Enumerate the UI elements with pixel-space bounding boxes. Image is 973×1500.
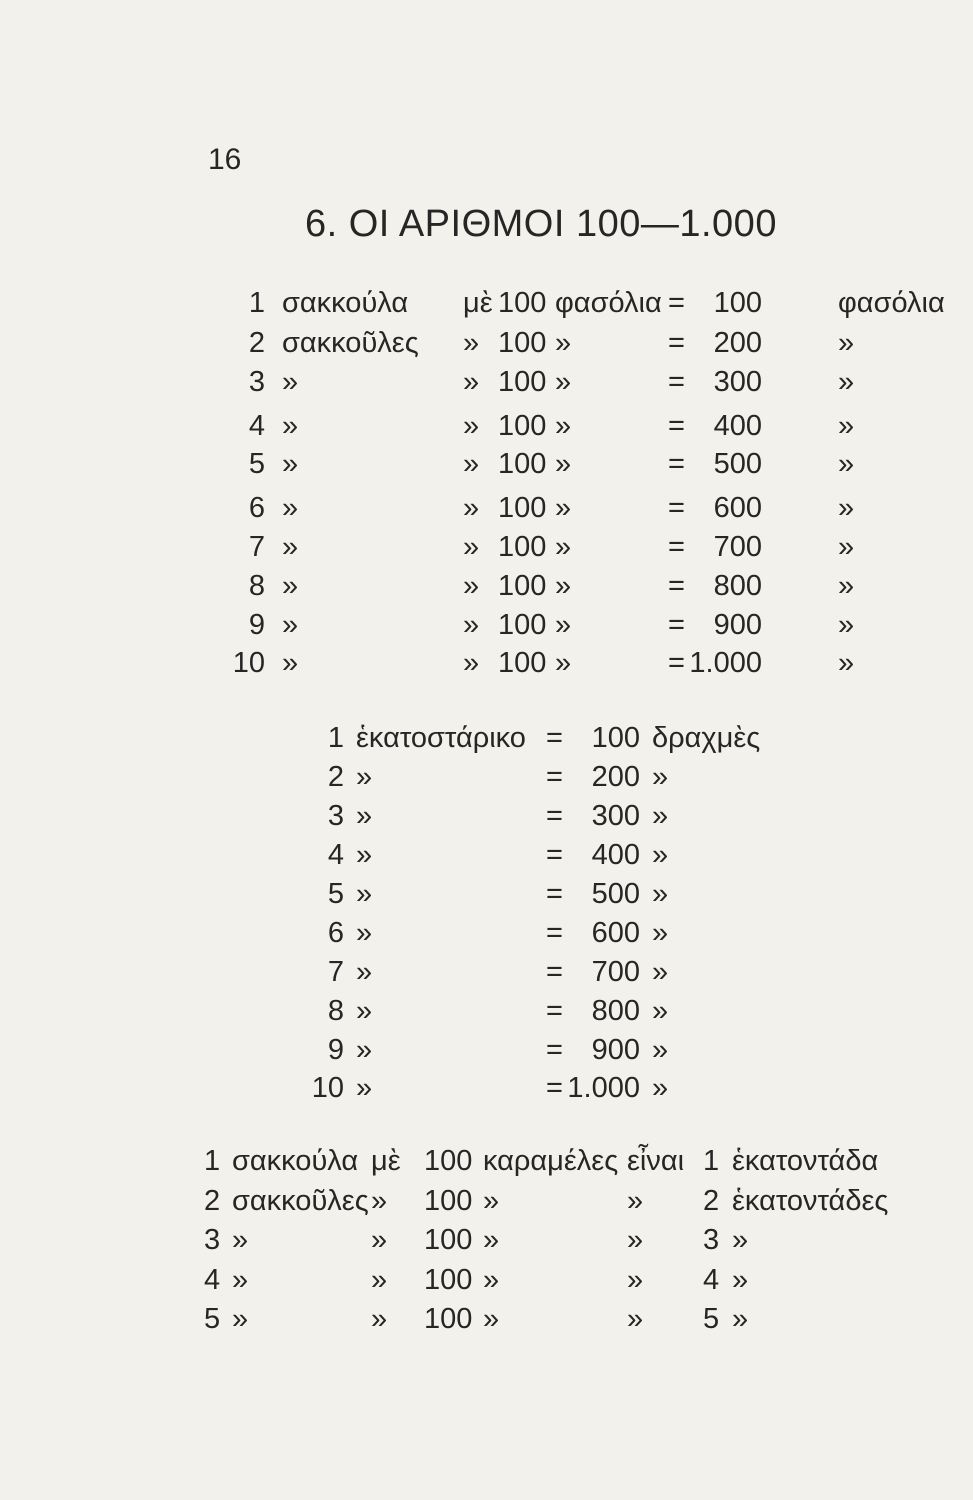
table-row (0, 528, 973, 566)
page-number: 16 (208, 143, 242, 176)
row-number: 4 (327, 839, 344, 871)
row-total: 600 (591, 917, 640, 949)
row-unit: » (555, 366, 572, 398)
row-item: » (356, 800, 373, 832)
row-item: » (356, 917, 373, 949)
row-count: 2 (703, 1185, 720, 1217)
row-unit: » (555, 410, 572, 442)
row-unit: » (555, 647, 572, 679)
row-total-unit: » (838, 609, 855, 641)
row-total: 200 (713, 327, 762, 359)
row-total: 100 (591, 722, 640, 754)
row-unit: » (555, 570, 572, 602)
row-number: 1 (248, 287, 265, 319)
row-number: 9 (248, 609, 265, 641)
row-total: 300 (591, 800, 640, 832)
row-unit: » (652, 956, 669, 988)
row-is: » (627, 1224, 644, 1256)
row-quantity: 100 (498, 570, 547, 602)
row-item: » (356, 1072, 373, 1104)
row-total: 300 (713, 366, 762, 398)
row-number: 5 (204, 1303, 221, 1335)
table-row (0, 489, 973, 527)
row-equals: = (546, 878, 563, 910)
table-row (0, 914, 973, 952)
row-unit: » (652, 1034, 669, 1066)
row-number: 9 (327, 1034, 344, 1066)
row-number: 6 (327, 917, 344, 949)
row-item: σακκοῦλες (282, 327, 419, 359)
table-row (0, 445, 973, 483)
row-with: » (371, 1303, 388, 1335)
row-item: ἑκατοστάρικο (356, 722, 526, 754)
row-unit: » (652, 761, 669, 793)
row-quantity: 100 (498, 287, 547, 319)
row-number: 4 (248, 410, 265, 442)
row-total: 1.000 (567, 1072, 640, 1104)
row-number: 10 (232, 647, 265, 679)
row-unit: » (555, 609, 572, 641)
row-unit: καραμέλες (483, 1145, 619, 1177)
row-total: 800 (713, 570, 762, 602)
row-with: » (463, 609, 480, 641)
row-total: 100 (713, 287, 762, 319)
row-number: 3 (204, 1224, 221, 1256)
row-quantity: 100 (424, 1303, 473, 1335)
row-number: 5 (327, 878, 344, 910)
row-item: » (356, 761, 373, 793)
row-equals: = (668, 492, 685, 524)
row-total: 900 (591, 1034, 640, 1066)
row-number: 1 (327, 722, 344, 754)
table-row (0, 953, 973, 991)
row-result: ἑκατοντάδες (732, 1185, 889, 1217)
row-number: 5 (248, 448, 265, 480)
row-unit: » (555, 448, 572, 480)
row-total: 1.000 (689, 647, 762, 679)
row-with: » (463, 410, 480, 442)
row-total: 600 (713, 492, 762, 524)
row-item: σακκούλα (282, 287, 409, 319)
row-with: » (371, 1185, 388, 1217)
table-row (0, 875, 973, 913)
row-number: 3 (327, 800, 344, 832)
row-total: 500 (713, 448, 762, 480)
row-unit: » (483, 1185, 500, 1217)
row-with: » (463, 492, 480, 524)
row-unit: » (652, 1072, 669, 1104)
row-quantity: 100 (498, 327, 547, 359)
table-row (0, 797, 973, 835)
row-equals: = (668, 647, 685, 679)
row-is: » (627, 1303, 644, 1335)
row-number: 3 (248, 366, 265, 398)
table-row (0, 644, 973, 682)
row-equals: = (546, 839, 563, 871)
table-row (0, 1031, 973, 1069)
row-total: 700 (591, 956, 640, 988)
table-row (0, 1069, 973, 1107)
row-is: εἶναι (627, 1145, 685, 1177)
table-row (0, 324, 973, 362)
table-row (0, 1261, 973, 1299)
row-equals: = (668, 448, 685, 480)
row-with: μὲ (371, 1145, 401, 1177)
table-row (0, 1300, 973, 1338)
row-number: 10 (311, 1072, 344, 1104)
row-unit: » (652, 995, 669, 1027)
row-quantity: 100 (424, 1264, 473, 1296)
table-row (0, 1182, 973, 1220)
row-with: » (371, 1264, 388, 1296)
row-is: » (627, 1264, 644, 1296)
row-unit: » (483, 1303, 500, 1335)
row-result: » (732, 1303, 749, 1335)
row-number: 4 (204, 1264, 221, 1296)
table-row (0, 284, 973, 322)
row-number: 8 (327, 995, 344, 1027)
row-equals: = (668, 531, 685, 563)
row-total-unit: » (838, 366, 855, 398)
row-item: » (232, 1224, 249, 1256)
row-unit: » (652, 839, 669, 871)
row-unit: » (652, 878, 669, 910)
row-unit: φασόλια (555, 287, 662, 319)
row-count: 5 (703, 1303, 720, 1335)
row-unit: » (555, 492, 572, 524)
table-row (0, 1142, 973, 1180)
row-with: » (463, 570, 480, 602)
row-with: » (463, 647, 480, 679)
row-item: » (282, 366, 299, 398)
row-equals: = (668, 327, 685, 359)
row-with: » (463, 366, 480, 398)
row-quantity: 100 (498, 366, 547, 398)
row-equals: = (546, 761, 563, 793)
row-count: 4 (703, 1264, 720, 1296)
row-item: » (282, 609, 299, 641)
row-total-unit: » (838, 410, 855, 442)
row-total: 800 (591, 995, 640, 1027)
row-total-unit: » (838, 647, 855, 679)
row-equals: = (546, 1034, 563, 1066)
row-equals: = (546, 1072, 563, 1104)
row-item: » (282, 410, 299, 442)
row-total-unit: » (838, 448, 855, 480)
row-unit: δραχμὲς (652, 722, 761, 754)
row-total-unit: » (838, 531, 855, 563)
row-number: 7 (327, 956, 344, 988)
row-item: » (282, 448, 299, 480)
row-quantity: 100 (424, 1224, 473, 1256)
row-equals: = (668, 609, 685, 641)
row-item: » (356, 995, 373, 1027)
row-total: 400 (713, 410, 762, 442)
row-item: » (232, 1303, 249, 1335)
table-row (0, 606, 973, 644)
row-total-unit: » (838, 327, 855, 359)
row-unit: » (555, 327, 572, 359)
row-item: σακκοῦλες (232, 1185, 369, 1217)
row-count: 1 (703, 1145, 720, 1177)
row-equals: = (546, 956, 563, 988)
row-quantity: 100 (424, 1145, 473, 1177)
table-row (0, 1221, 973, 1259)
row-item: » (356, 839, 373, 871)
row-item: » (356, 956, 373, 988)
row-with: » (463, 327, 480, 359)
row-is: » (627, 1185, 644, 1217)
row-number: 2 (204, 1185, 221, 1217)
table-row (0, 758, 973, 796)
row-unit: » (483, 1224, 500, 1256)
row-unit: » (483, 1264, 500, 1296)
row-number: 2 (248, 327, 265, 359)
row-number: 6 (248, 492, 265, 524)
row-with: » (463, 531, 480, 563)
row-quantity: 100 (498, 448, 547, 480)
row-item: » (282, 531, 299, 563)
row-number: 2 (327, 761, 344, 793)
table-row (0, 836, 973, 874)
row-result: » (732, 1264, 749, 1296)
row-item: » (356, 878, 373, 910)
row-item: » (232, 1264, 249, 1296)
row-item: » (282, 492, 299, 524)
row-with: μὲ (463, 287, 493, 319)
row-quantity: 100 (498, 647, 547, 679)
row-number: 7 (248, 531, 265, 563)
row-quantity: 100 (498, 609, 547, 641)
table-row (0, 992, 973, 1030)
row-item: » (282, 647, 299, 679)
row-total-unit: » (838, 570, 855, 602)
row-equals: = (668, 287, 685, 319)
row-equals: = (546, 800, 563, 832)
row-unit: » (652, 800, 669, 832)
row-equals: = (546, 722, 563, 754)
table-row (0, 407, 973, 445)
table-row (0, 719, 973, 757)
row-count: 3 (703, 1224, 720, 1256)
row-total: 700 (713, 531, 762, 563)
row-total: 400 (591, 839, 640, 871)
row-quantity: 100 (498, 531, 547, 563)
row-quantity: 100 (498, 492, 547, 524)
row-result: ἑκατοντάδα (732, 1145, 879, 1177)
row-with: » (371, 1224, 388, 1256)
row-item: σακκούλα (232, 1145, 359, 1177)
row-equals: = (546, 995, 563, 1027)
row-unit: » (555, 531, 572, 563)
row-equals: = (546, 917, 563, 949)
row-quantity: 100 (424, 1185, 473, 1217)
row-total-unit: » (838, 492, 855, 524)
row-equals: = (668, 570, 685, 602)
table-row (0, 363, 973, 401)
row-total-unit: φασόλια (838, 287, 945, 319)
row-equals: = (668, 366, 685, 398)
row-total: 200 (591, 761, 640, 793)
row-item: » (282, 570, 299, 602)
row-number: 8 (248, 570, 265, 602)
table-row (0, 567, 973, 605)
page-title: 6. ΟΙ ΑΡΙΘΜΟΙ 100—1.000 (305, 203, 777, 245)
row-item: » (356, 1034, 373, 1066)
row-total: 500 (591, 878, 640, 910)
row-equals: = (668, 410, 685, 442)
row-quantity: 100 (498, 410, 547, 442)
row-result: » (732, 1224, 749, 1256)
row-number: 1 (204, 1145, 221, 1177)
row-unit: » (652, 917, 669, 949)
row-total: 900 (713, 609, 762, 641)
row-with: » (463, 448, 480, 480)
